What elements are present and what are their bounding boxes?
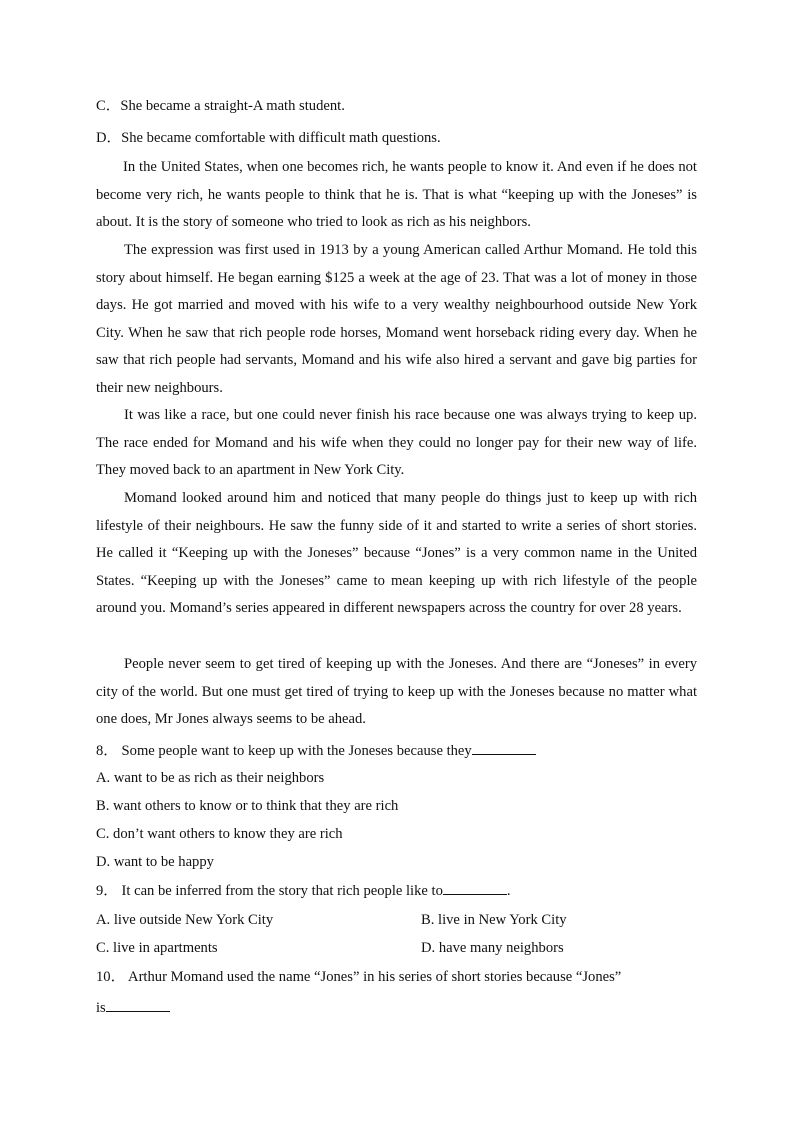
- q9-option-a: A. live outside New York City: [96, 912, 274, 928]
- question-10: [96, 997, 170, 1018]
- q8-option-c: C. don’t want others to know they are rich: [96, 826, 343, 842]
- option-c-prev: C．She became a straight-A math student.: [96, 98, 345, 114]
- question-9-stem: 9． It can be inferred from the story that rich people like to: [96, 883, 443, 899]
- q8-option-a: A. want to be as rich as their neighbors: [96, 770, 325, 786]
- q8-option-d: D. want to be happy: [96, 854, 214, 870]
- passage-paragraph-2: The expression was first used in 1913 by a young American called Arthur Momand. He told this story about himself. He began earning $125 a week at the age of 23. That was a lot of money in those days. He got married and moved with his wife to a very wealthy neighbourhood outside New York City. When he saw that rich people rode horses, Momand went horseback riding every day. When he saw that rich people had servants, Momand and his wife also hired a servant and gave big parties for their new neighbours.: [96, 242, 697, 396]
- passage-paragraph-3: It was like a race, but one could never finish his race because one was always trying to keep up. The race ended for Momand and his wife when they could no longer pay for their new way of life. They moved back to an apartment in New York City.: [96, 407, 697, 479]
- q9-option-c: C. live in apartments: [96, 940, 218, 956]
- option-d-prev: D．She became comfortable with difficult math questions.: [96, 130, 441, 146]
- passage-paragraph-5: People never seem to get tired of keeping up with the Joneses. And there are “Joneses” in every city of the world. But one must get tired of trying to keep up with the Joneses because no matter what one does, Mr Jones always seems to be ahead.: [96, 656, 697, 728]
- passage-paragraph-4: Momand looked around him and noticed that many people do things just to keep up with rich lifestyle of their neighbours. He saw the funny side of it and started to write a series of short stories. He called it “Keeping up with the Joneses” because “Jones” is a very common name in the United States. “Keeping up with the Joneses” came to mean keeping up with rich lifestyle of the people around you. Momand’s series appeared in different newspapers across the country for over 28 years.: [96, 490, 697, 617]
- answer-blank[interactable]: [106, 997, 170, 1012]
- question-10-stem: 10． Arthur Momand used the name “Jones” in his series of short stories because “Jones”: [96, 969, 622, 985]
- question-8-stem: 8． Some people want to keep up with the Joneses because they: [96, 743, 472, 759]
- q8-option-b: B. want others to know or to think that they are rich: [96, 798, 399, 814]
- answer-blank[interactable]: [443, 880, 507, 895]
- question-8: [96, 740, 536, 761]
- question-10-stem-cont: is: [96, 1000, 106, 1016]
- q9-option-d: D. have many neighbors: [421, 940, 564, 956]
- answer-blank[interactable]: [472, 740, 536, 755]
- q9-option-b: B. live in New York City: [421, 912, 567, 928]
- question-9-end: .: [506, 883, 511, 899]
- passage-paragraph-1: In the United States, when one becomes rich, he wants people to know it. And even if he does not become very rich, he wants people to think that he is. That is what “keeping up with the Joneses” is about. It is the story of someone who tried to look as rich as his neighbors.: [96, 159, 697, 231]
- question-9: [96, 880, 511, 901]
